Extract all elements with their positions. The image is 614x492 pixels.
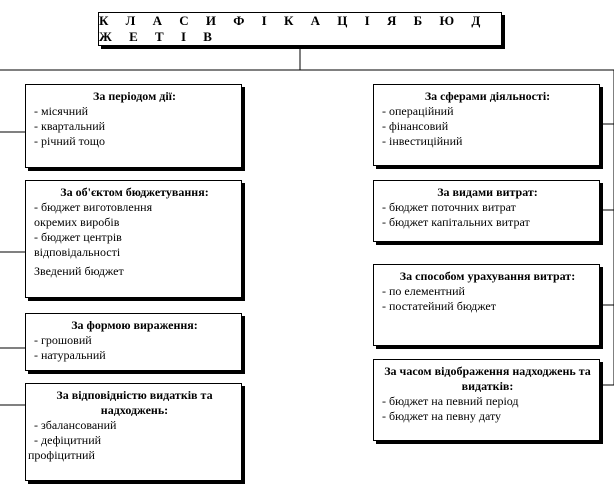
diagram-title: К Л А С И Ф І К А Ц І Я Б Ю Д Ж Е Т І В <box>98 12 502 46</box>
group-item: - річний тощо <box>34 134 105 148</box>
group-item: Зведений бюджет <box>34 264 124 278</box>
group-item: - бюджет виготовлення <box>34 200 153 214</box>
group-heading: За формою вираження: <box>71 318 198 332</box>
group-item: окремих виробів <box>34 215 120 229</box>
group-item: - бюджет на певну дату <box>382 409 502 423</box>
group-by-activity <box>373 84 600 166</box>
group-heading: За видами витрат: <box>437 185 538 199</box>
group-item: - дефіцитний <box>34 433 102 447</box>
group-item: відповідальності <box>34 245 121 259</box>
group-item: - фінансовий <box>382 119 449 133</box>
group-by-object <box>25 180 242 298</box>
group-heading: За об'єктом бюджетування: <box>60 185 209 199</box>
group-item: - бюджет капітальних витрат <box>382 215 530 229</box>
group-heading: За часом відображення надходжень та видатків: <box>384 364 591 393</box>
group-item: - натуральний <box>34 348 106 362</box>
group-heading: За сферами діяльності: <box>424 89 551 103</box>
group-by-balance <box>25 383 242 481</box>
group-item: - операційний <box>382 104 454 118</box>
group-item: - квартальний <box>34 119 106 133</box>
group-by-form <box>25 313 242 371</box>
group-item: - місячний <box>34 104 89 118</box>
group-item: профіцитний <box>28 448 95 462</box>
group-item: - бюджет на певний період <box>382 394 519 408</box>
group-by-period <box>25 84 242 168</box>
group-item: - грошовий <box>34 333 92 347</box>
group-heading: За періодом дії: <box>93 89 176 103</box>
group-heading: За відповідністю видатків та надходжень: <box>56 388 213 417</box>
group-by-time <box>373 359 600 441</box>
group-item: - збалансований <box>34 418 117 432</box>
group-by-accounting <box>373 264 600 346</box>
group-heading: За способом урахування витрат: <box>399 269 576 283</box>
group-by-cost-type <box>373 180 600 242</box>
group-item: - бюджет центрів <box>34 230 122 244</box>
group-item: - постатейний бюджет <box>382 299 496 313</box>
group-item: - інвестиційний <box>382 134 463 148</box>
group-item: - бюджет поточних витрат <box>382 200 516 214</box>
group-item: - по елементний <box>382 284 465 298</box>
